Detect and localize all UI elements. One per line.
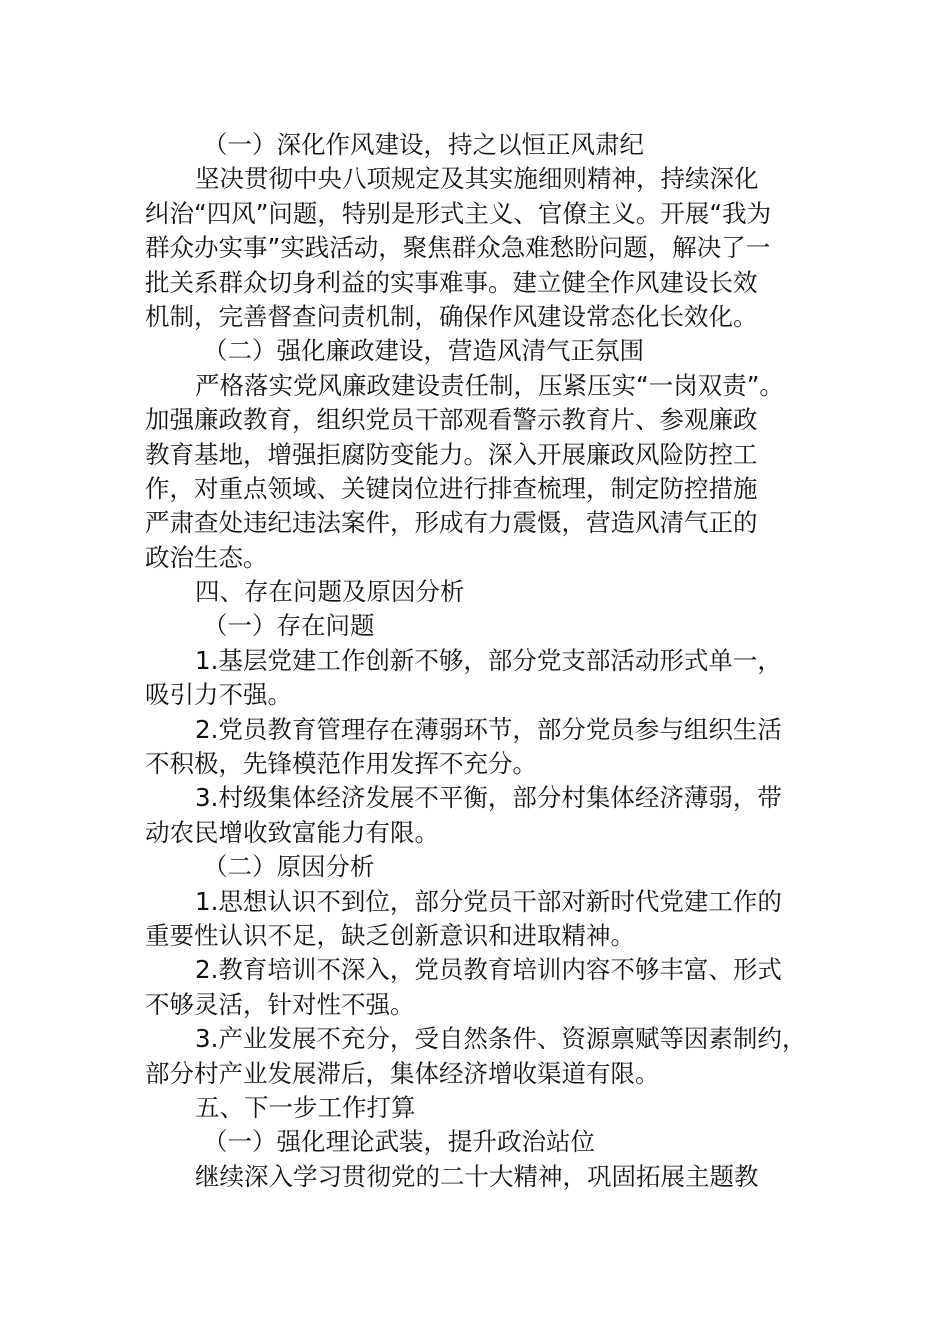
paragraph-start: 继续深入学习贯彻党的二十大精神，巩固拓展主题教 (195, 1161, 759, 1191)
text-line: 重要性认识不足，缺乏创新意识和进取精神。 (145, 920, 635, 950)
paragraph-start: 坚决贯彻中央八项规定及其实施细则精神，持续深化 (195, 164, 759, 194)
paragraph-start: 四、存在问题及原因分析 (195, 577, 465, 607)
text-line: 加强廉政教育，组织党员干部观看警示教育片、参观廉政 (145, 405, 758, 435)
text-line: 机制，完善督查问责机制，确保作风建设常态化长效化。 (145, 301, 758, 331)
paragraph-start: 五、下一步工作打算 (195, 1092, 416, 1122)
text-line: 批关系群众切身利益的实事难事。建立健全作风建设长效 (145, 267, 758, 297)
section-heading: （一）存在问题 (203, 611, 375, 641)
text-line: 部分村产业发展滞后，集体经济增收渠道有限。 (145, 1058, 660, 1088)
text-line: 纠治“四风”问题，特别是形式主义、官僚主义。开展“我为 (145, 198, 772, 228)
paragraph-start: 2.党员教育管理存在薄弱环节，部分党员参与组织生活 (195, 714, 782, 744)
section-heading: （一）强化理论武装，提升政治站位 (203, 1127, 595, 1157)
section-heading: （二）强化廉政建设，营造风清气正氛围 (203, 336, 644, 366)
paragraph-start: 2.教育培训不深入，党员教育培训内容不够丰富、形式 (195, 955, 782, 985)
text-line: 不够灵活，针对性不强。 (145, 989, 415, 1019)
paragraph-start: 3.产业发展不充分，受自然条件、资源禀赋等因素制约， (195, 1024, 807, 1054)
text-line: 吸引力不强。 (145, 680, 292, 710)
paragraph-start: 1.思想认识不到位，部分党员干部对新时代党建工作的 (195, 886, 782, 916)
text-line: 不积极，先锋模范作用发挥不充分。 (145, 749, 537, 779)
document-body (145, 128, 825, 1194)
paragraph-start: 1.基层党建工作创新不够，部分党支部活动形式单一， (195, 645, 782, 675)
text-line: 作，对重点领域、关键岗位进行排查梳理，制定防控措施 (145, 473, 758, 503)
text-line: 政治生态。 (145, 542, 268, 572)
paragraph-start: 严格落实党风廉政建设责任制，压紧压实“一岗双责”。 (195, 370, 784, 400)
section-heading: （二）原因分析 (203, 852, 375, 882)
text-line: 动农民增收致富能力有限。 (145, 817, 439, 847)
text-line: 严肃查处违纪违法案件，形成有力震慑，营造风清气正的 (145, 508, 758, 538)
text-line: 教育基地，增强拒腐防变能力。深入开展廉政风险防控工 (145, 439, 758, 469)
section-heading: （一）深化作风建设，持之以恒正风肃纪 (203, 130, 644, 159)
paragraph-start: 3.村级集体经济发展不平衡，部分村集体经济薄弱，带 (195, 783, 782, 813)
text-line: 群众办实事”实践活动，聚焦群众急难愁盼问题，解决了一 (145, 233, 771, 263)
